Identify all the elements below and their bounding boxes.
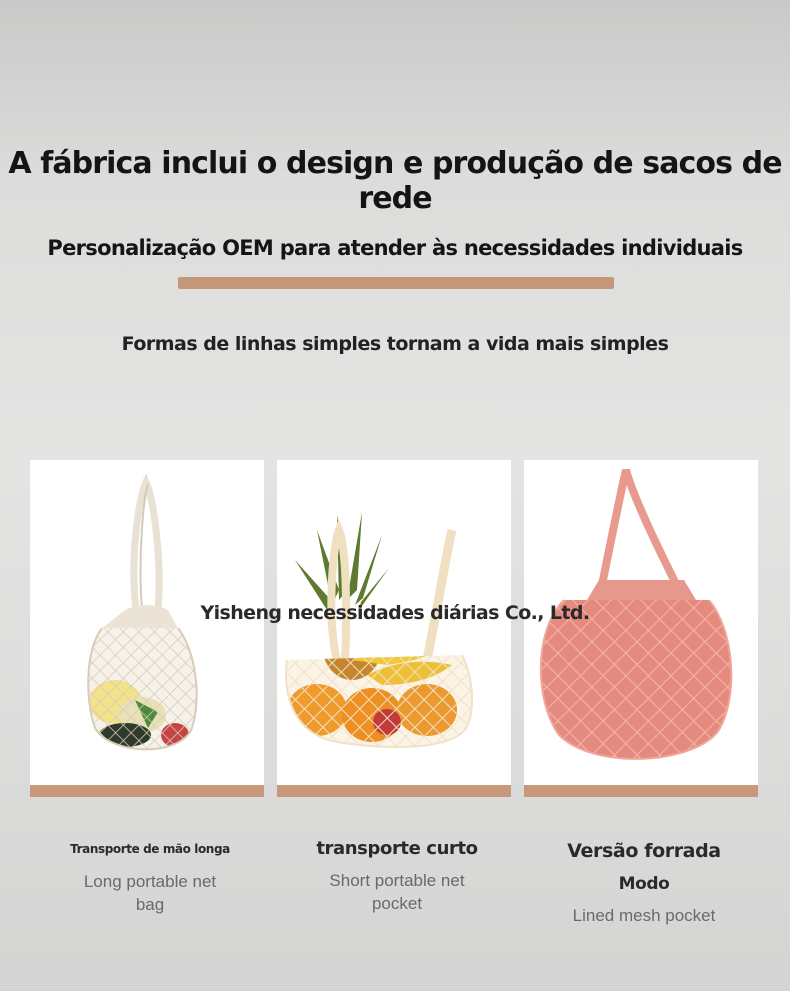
caption-title: transporte curto: [316, 838, 478, 859]
page-headline: A fábrica inclui o design e produção de sacos de rede: [8, 146, 782, 216]
company-watermark: Yisheng necessidades diárias Co., Ltd.: [200, 602, 590, 624]
caption-title: Versão forrada: [567, 840, 721, 862]
caption-subtitle: Short portable net pocket: [329, 871, 465, 913]
caption-title: Transporte de mão longa: [70, 842, 230, 856]
caption-title-line2: Modo: [618, 874, 670, 894]
caption-subtitle: Long portable net bag: [83, 872, 217, 914]
card-underline-1: [30, 785, 264, 797]
card-underline-2: [277, 785, 511, 797]
caption-lined-bag: [524, 840, 764, 927]
subheadline-wrap: [0, 236, 790, 260]
caption-long-bag: [30, 842, 270, 916]
card-underline-3: [524, 785, 758, 797]
page-tagline: Formas de linhas simples tornam a vida mais simples: [121, 333, 669, 355]
page-subheadline: Personalização OEM para atender às necessidades individuais: [47, 236, 743, 260]
accent-bar: [178, 277, 614, 289]
caption-short-bag: [277, 838, 517, 915]
caption-subtitle: Lined mesh pocket: [572, 906, 716, 925]
